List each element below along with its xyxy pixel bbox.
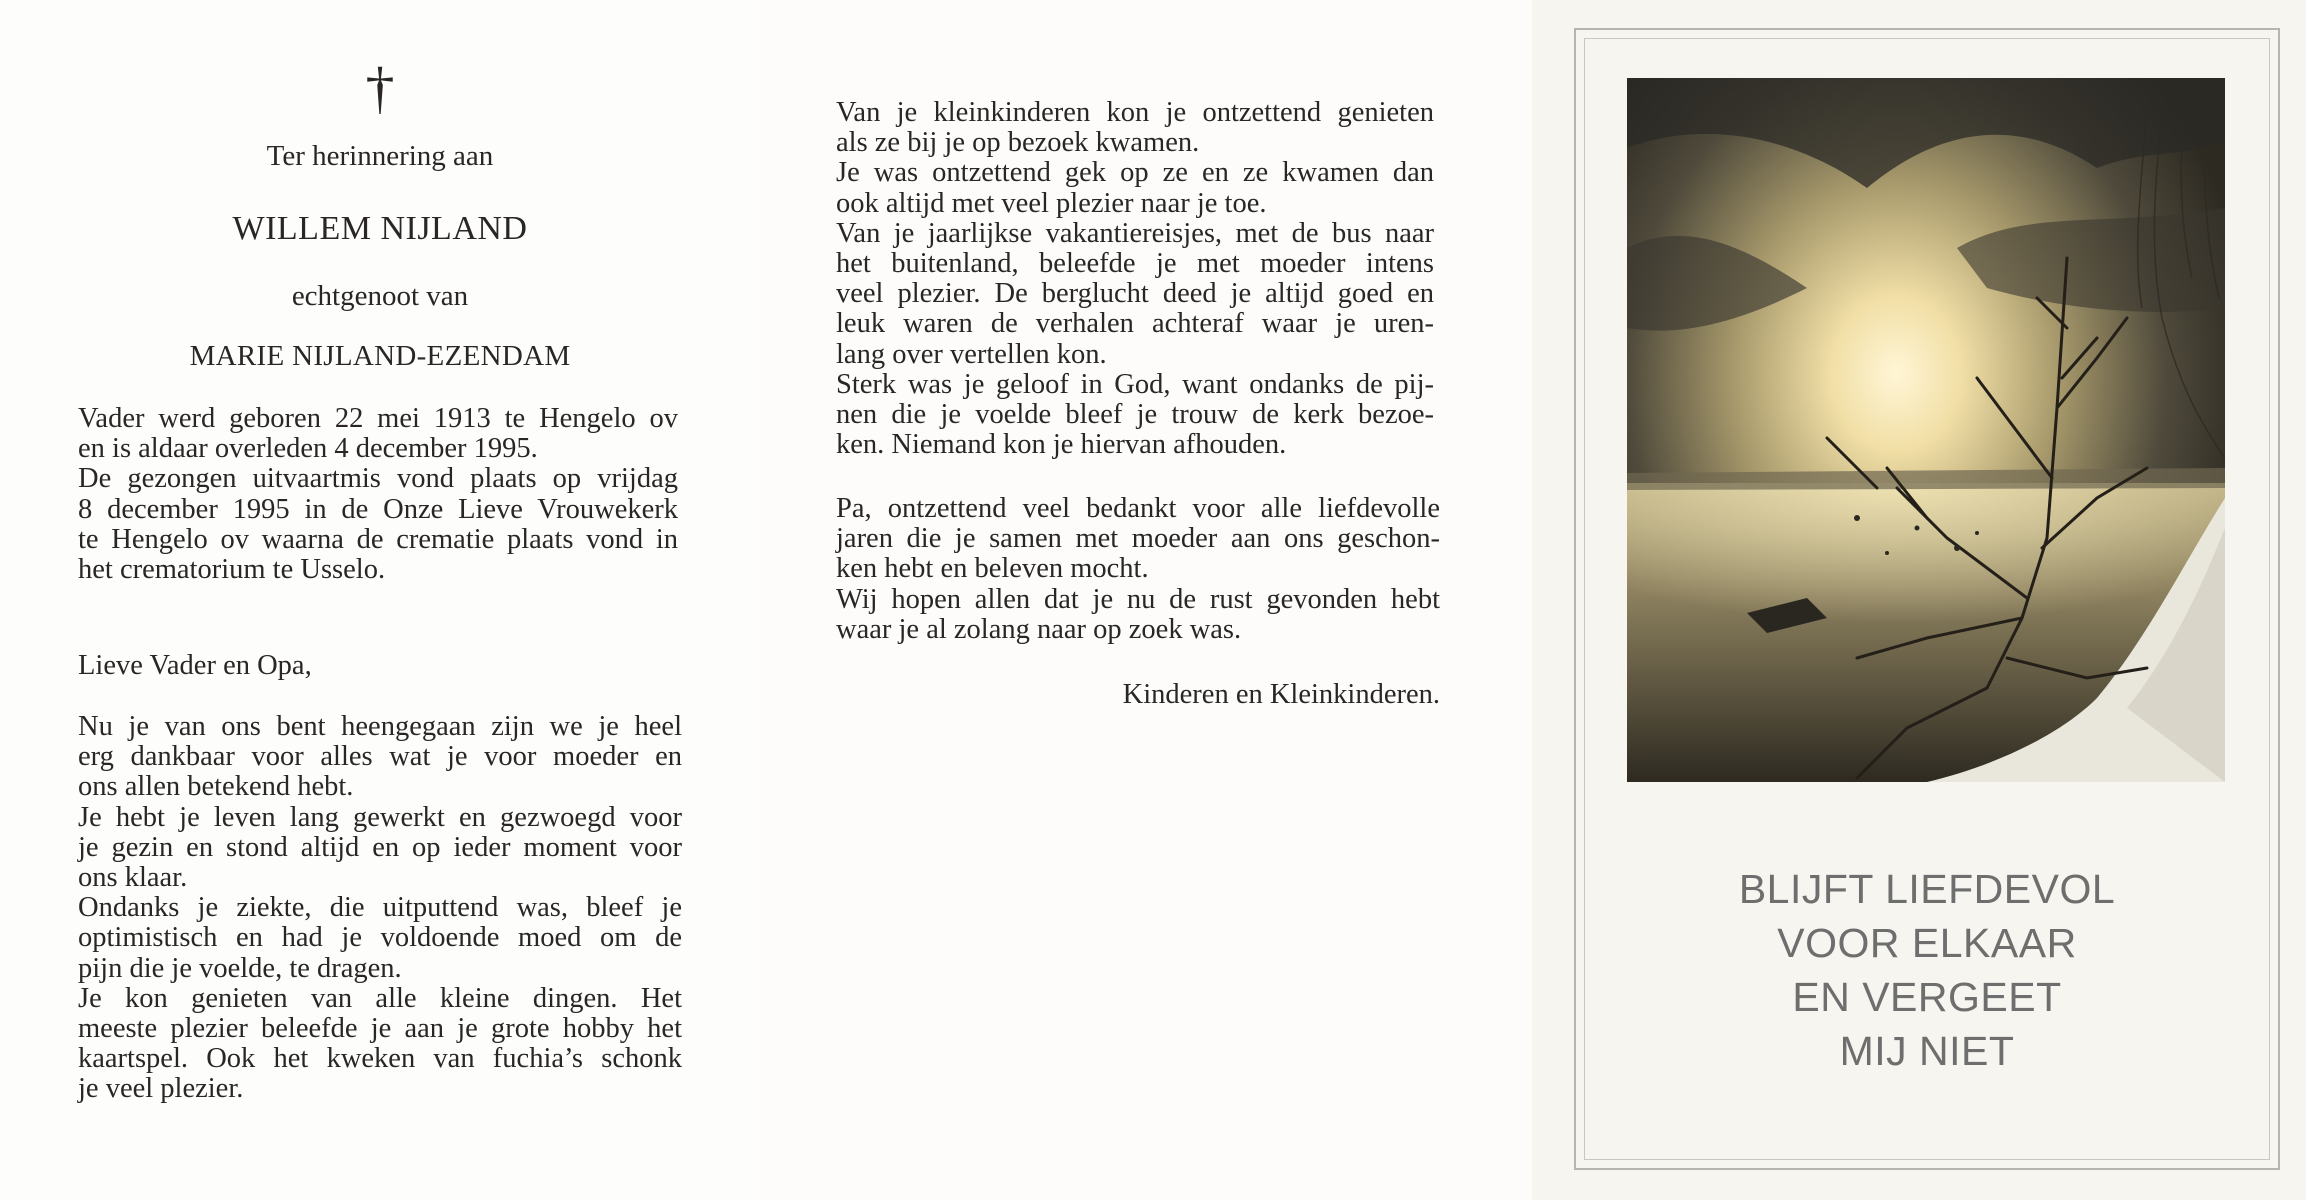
letter-line: ons allen betekend hebt. bbox=[78, 771, 354, 803]
letter-line: ken. Niemand kon je hiervan afhouden. bbox=[836, 429, 1287, 461]
letter-line: erg dankbaar voor alles wat je voor moeder en bbox=[78, 741, 682, 773]
letter-line: Van je jaarlijkse vakantiereisjes, met de bus naar bbox=[836, 217, 1434, 249]
verse-line: BLIJFT LIEFDEVOL bbox=[1738, 866, 2116, 912]
letter-line: het buitenland, beleefde je met moeder intens bbox=[836, 248, 1434, 280]
verse-line: EN VERGEET bbox=[1792, 974, 2062, 1020]
bio-line: te Hengelo ov waarna de crematie plaats vond in bbox=[78, 523, 678, 555]
bio-paragraph bbox=[78, 404, 678, 585]
verse-line: VOOR ELKAAR bbox=[1777, 920, 2077, 966]
letter-line: Nu je van ons bent heengegaan zijn we je heel bbox=[78, 711, 682, 742]
photo-illustration bbox=[1627, 78, 2225, 782]
letter-line: Ondanks je ziekte, die uitputtend was, bleef je bbox=[78, 892, 682, 924]
letter-line: Je was ontzettend gek op ze en ze kwamen dan bbox=[836, 157, 1434, 189]
closing-line: ken hebt en beleven mocht. bbox=[836, 553, 1149, 585]
letter-line: ons klaar. bbox=[78, 862, 188, 894]
letter-line: Je hebt je leven lang gewerkt en gezwoegd voor bbox=[78, 801, 682, 833]
letter-line: als ze bij je op bezoek kwamen. bbox=[836, 127, 1200, 159]
letter-line: je veel plezier. bbox=[78, 1073, 244, 1105]
cross-icon: † bbox=[365, 55, 395, 120]
bio-line: het crematorium te Usselo. bbox=[78, 554, 386, 586]
memorial-intro: Ter herinnering aan bbox=[266, 140, 494, 172]
closing-paragraph bbox=[836, 494, 1440, 645]
verse-line: MIJ NIET bbox=[1839, 1028, 2015, 1074]
spouse-label: echtgenoot van bbox=[291, 280, 469, 312]
letter-line: Van je kleinkinderen kon je ontzettend genieten bbox=[836, 97, 1434, 128]
signature: Kinderen en Kleinkinderen. bbox=[1122, 679, 1440, 710]
letter-line: optimistisch en had je voldoende moed om de bbox=[78, 922, 682, 954]
letter-line: leuk waren de verhalen achteraf waar je uren- bbox=[836, 308, 1434, 340]
closing-line: jaren die je samen met moeder aan ons geschon- bbox=[836, 523, 1440, 555]
closing-line: Pa, ontzettend veel bedankt voor alle liefdevolle bbox=[836, 493, 1440, 524]
bio-line: en is aldaar overleden 4 december 1995. bbox=[78, 433, 538, 465]
closing-line: waar je al zolang naar op zoek was. bbox=[836, 613, 1242, 645]
bio-line: Vader werd geboren 22 mei 1913 te Hengelo ov bbox=[78, 403, 678, 434]
salutation-line: Lieve Vader en Opa, bbox=[78, 650, 312, 681]
letter-left-paragraph bbox=[78, 712, 682, 1105]
memorial-verse bbox=[1584, 862, 2270, 1078]
spouse-name: MARIE NIJLAND-EZENDAM bbox=[189, 340, 571, 372]
letter-line: pijn die je voelde, te dragen. bbox=[78, 952, 402, 984]
letter-line: nen die je voelde bleef je trouw de kerk bezoe- bbox=[836, 399, 1434, 431]
letter-line: veel plezier. De bergluсht deed je altijd goed en bbox=[836, 278, 1434, 310]
deceased-name: WILLEM NIJLAND bbox=[232, 210, 528, 247]
bio-line: De gezongen uitvaartmis vond plaats op vrijdag bbox=[78, 463, 678, 495]
letter-line: ook altijd met veel plezier naar je toe. bbox=[836, 187, 1267, 219]
letter-line: je gezin en stond altijd en op ieder moment voor bbox=[78, 831, 682, 863]
letter-line: meeste plezier beleefde je aan je grote hobby het bbox=[78, 1013, 682, 1045]
letter-line: Je kon genieten van alle kleine dingen. Het bbox=[78, 982, 682, 1014]
letter-line: kaartspel. Ook het kweken van fuchia’s schonk bbox=[78, 1043, 682, 1075]
closing-line: Wij hopen allen dat je nu de rust gevonden hebt bbox=[836, 583, 1440, 615]
salutation bbox=[78, 651, 678, 681]
letter-line: Sterk was je geloof in God, want ondanks de pij- bbox=[836, 368, 1434, 400]
letter-right-paragraph bbox=[836, 98, 1434, 460]
sunset-lake-photo bbox=[1627, 78, 2225, 782]
letter-line: lang over vertellen kon. bbox=[836, 338, 1107, 370]
bio-line: 8 december 1995 in de Onze Lieve Vrouwekerk bbox=[78, 493, 678, 525]
